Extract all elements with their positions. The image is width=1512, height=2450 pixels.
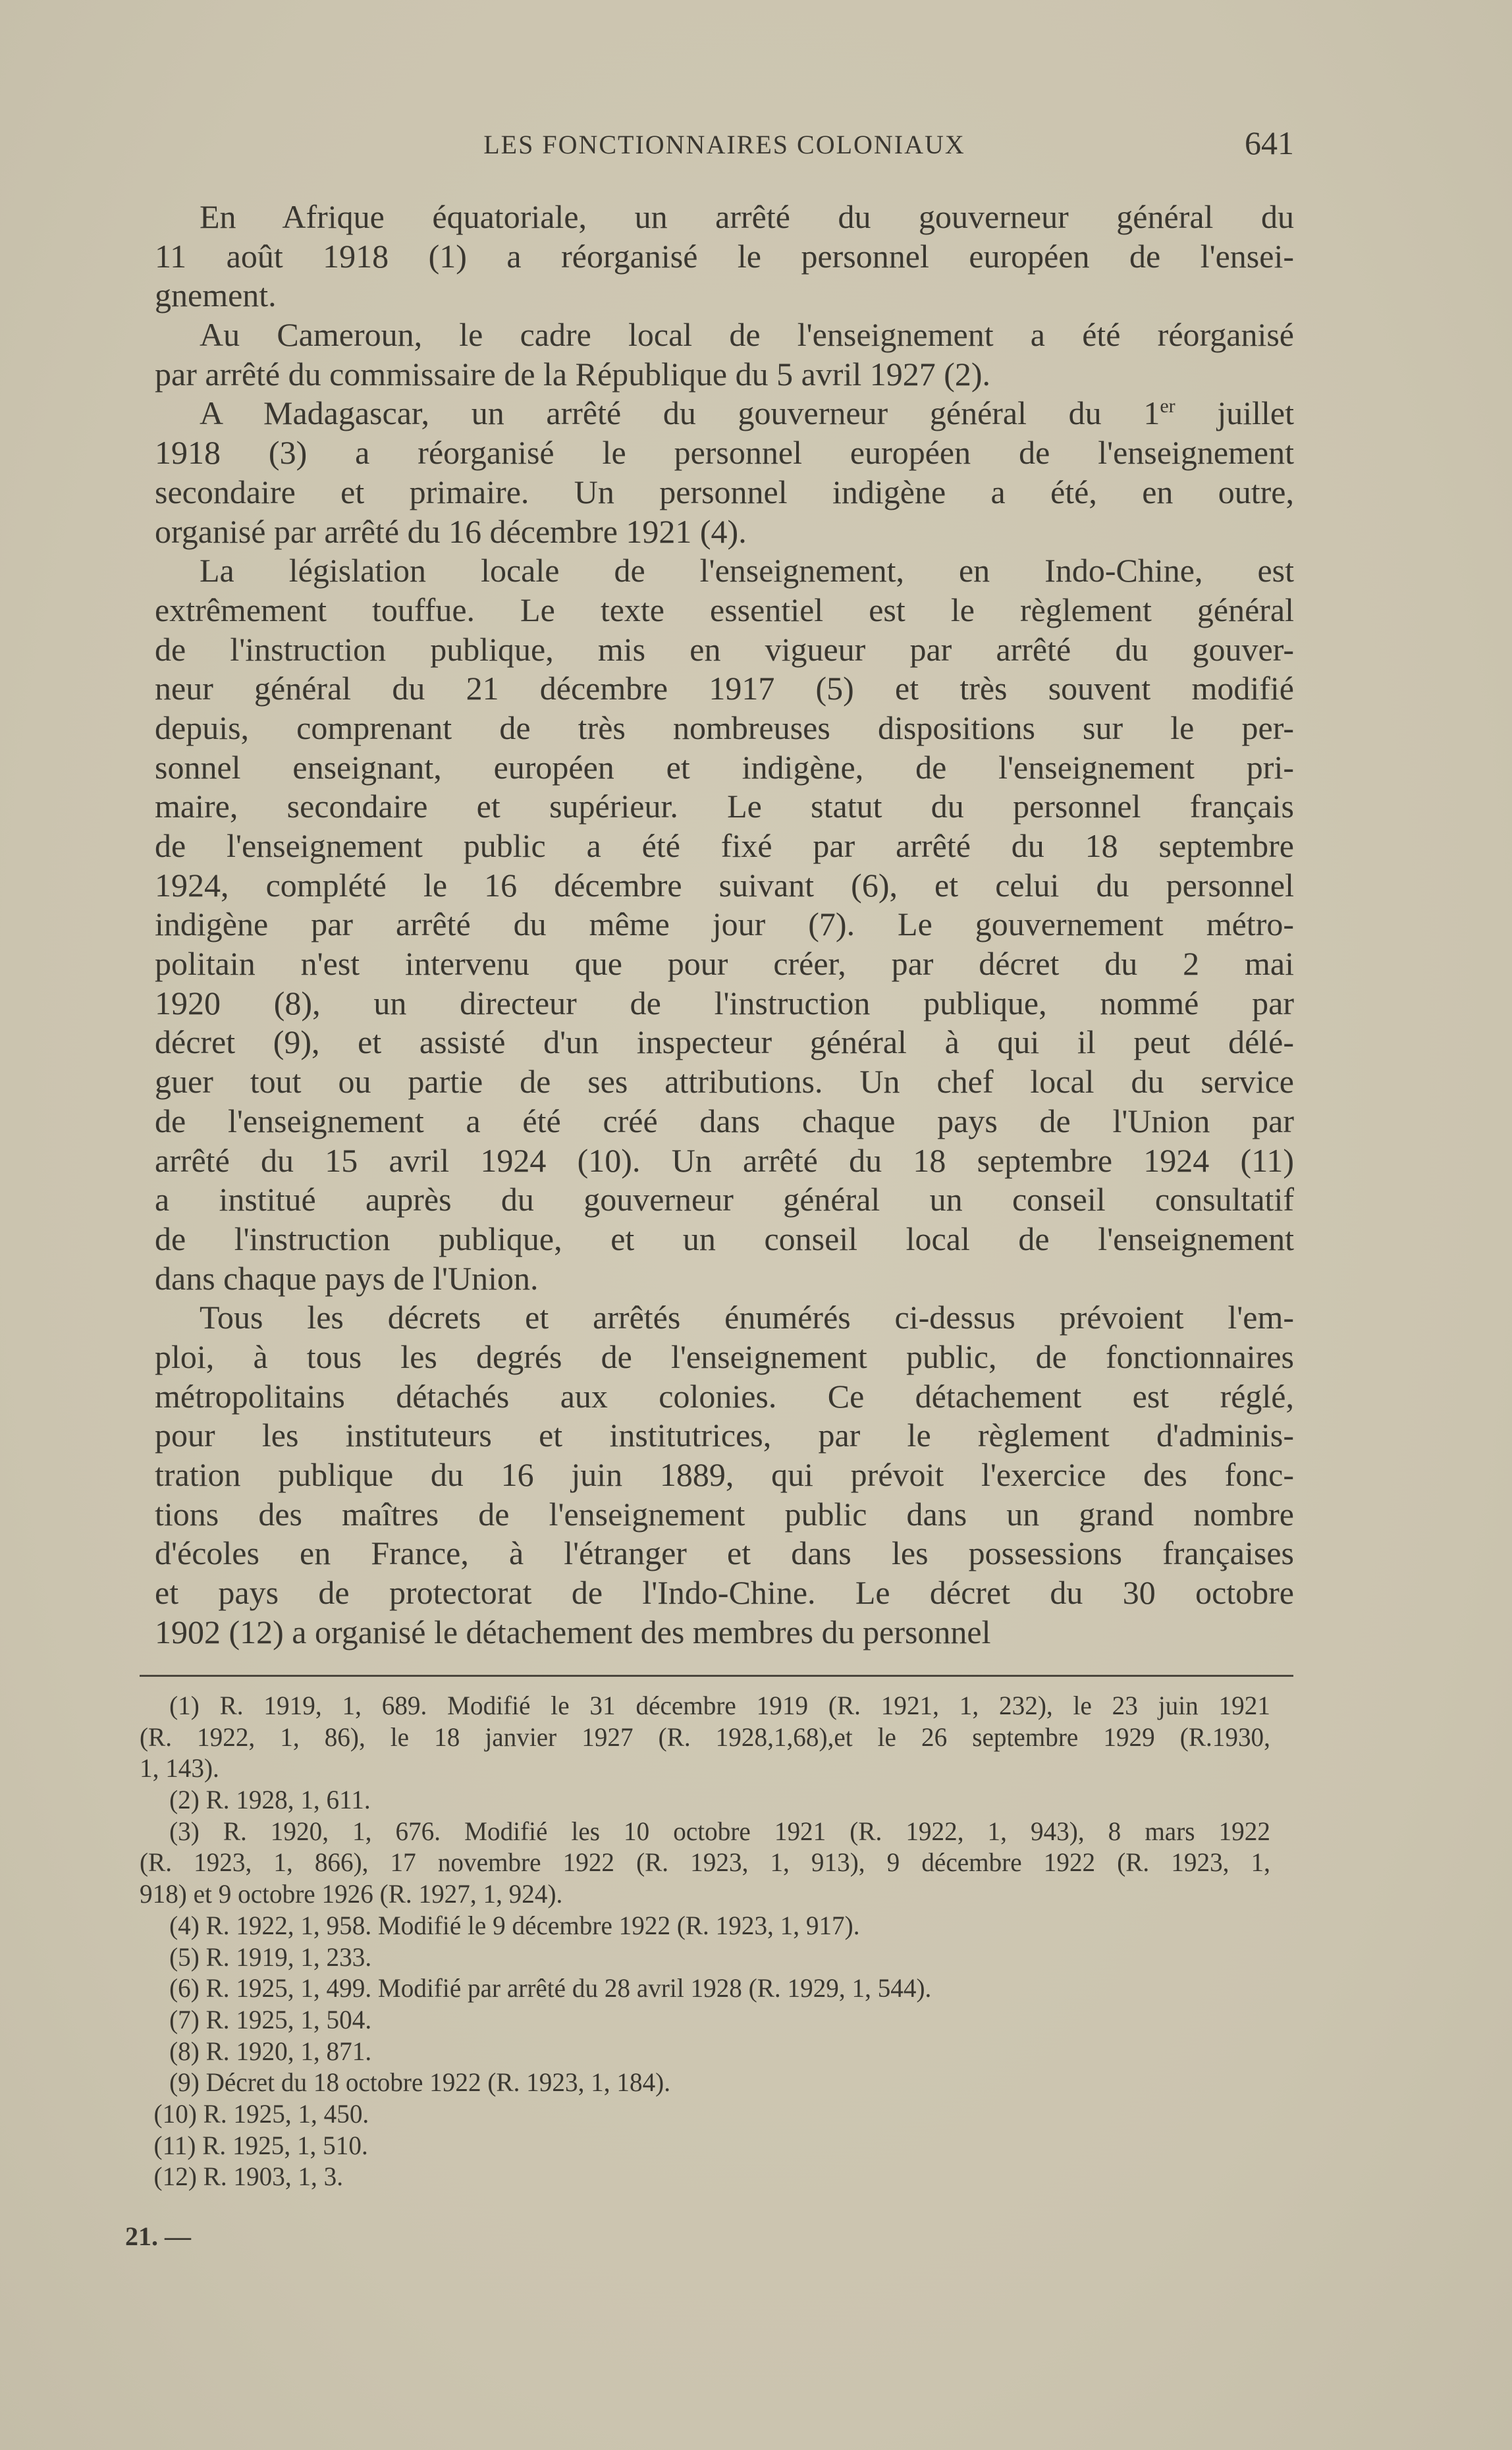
text-line: ploi, à tous les degrés de l'enseignement public, de fonctionnaires [155,1338,1294,1375]
text-line: par arrêté du commissaire de la République du 5 avril 1927 (2). [155,355,991,393]
footnote-line: (5) R. 1919, 1, 233. [169,1942,372,1972]
footnote [140,1784,1293,1816]
text-line: organisé par arrêté du 16 décembre 1921 (4). [155,512,747,550]
page-number: 641 [1245,124,1294,161]
text-line: La législation locale de l'enseignement, en Indo-Chine, est [200,552,1294,589]
footnote-line: (R. 1923, 1, 866), 17 novembre 1922 (R. 1923, 1, 913), 9 décembre 1922 (R. 1923, 1, [140,1847,1270,1878]
text-line: décret (9), et assisté d'un inspecteur général à qui il peut délé- [155,1023,1294,1061]
footnote-line: 918) et 9 octobre 1926 (R. 1927, 1, 924). [140,1879,563,1909]
paragraph [155,551,1294,1298]
paragraph [155,315,1294,394]
footnote [140,2067,1293,2098]
text-line: de l'enseignement public a été fixé par arrêté du 18 septembre [155,827,1294,864]
footnote-line: (10) R. 1925, 1, 450. [153,2098,369,2129]
footnote-line: (8) R. 1920, 1, 871. [169,2036,372,2066]
footnote [140,1942,1293,1973]
text-line: extrêmement touffue. Le texte essentiel est le règlement général [155,591,1294,628]
footnote-line: (1) R. 1919, 1, 689. Modifié le 31 décembre 1919 (R. 1921, 1, 232), le 23 juin 1921 [169,1691,1270,1720]
text-line: A Madagascar, un arrêté du gouverneur général du 1er juillet [200,395,1294,432]
footnote-line: (4) R. 1922, 1, 958. Modifié le 9 décembre 1922 (R. 1923, 1, 917). [169,1910,860,1940]
text-line: neur général du 21 décembre 1917 (5) et très souvent modifié [155,670,1294,707]
footnote-line: (2) R. 1928, 1, 611. [169,1785,371,1815]
text-line: gnement. [155,277,277,314]
footnote [140,1816,1293,1910]
text-line: Tous les décrets et arrêtés énumérés ci-dessus prévoient l'em- [200,1299,1294,1336]
footnote-line: 1, 143). [140,1753,219,1783]
text-line: et pays de protectorat de l'Indo-Chine. Le décret du 30 octobre [155,1574,1294,1612]
footnote-line: (9) Décret du 18 octobre 1922 (R. 1923, 1, 184). [169,2067,671,2098]
text-line: guer tout ou partie de ses attributions. Un chef local du service [155,1063,1294,1101]
signature-mark: 21. — [125,2221,191,2251]
text-line: a institué auprès du gouverneur général un conseil consultatif [155,1181,1294,1218]
text-line: métropolitains détachés aux colonies. Ce détachement est réglé, [155,1377,1294,1415]
footnote [140,2161,1293,2192]
footnote [140,2130,1293,2162]
text-line: pour les instituteurs et institutrices, par le règlement d'adminis- [155,1417,1294,1454]
footnote-line: (11) R. 1925, 1, 510. [153,2130,368,2160]
running-title: LES FONCTIONNAIRES COLONIAUX [483,130,965,159]
text-line: 1918 (3) a réorganisé le personnel européen de l'enseignement [155,434,1294,472]
footnote [140,1690,1293,1784]
text-line: arrêté du 15 avril 1924 (10). Un arrêté du 18 septembre 1924 (11) [155,1141,1294,1179]
footnote-line: (R. 1922, 1, 86), le 18 janvier 1927 (R. 1928,1,68),et le 26 septembre 1929 (R.1930, [140,1722,1270,1752]
footnote [140,2036,1293,2067]
footnote-divider [140,1675,1293,1677]
text-line: Au Cameroun, le cadre local de l'enseignement a été réorganisé [200,316,1294,354]
footnote-line: (6) R. 1925, 1, 499. Modifié par arrêté du 28 avril 1928 (R. 1929, 1, 544). [169,1973,932,2003]
paragraph [155,1298,1294,1652]
text-line: de l'instruction publique, mis en vigueur par arrêté du gouver- [155,630,1294,668]
page-header [155,124,1294,163]
paragraph [155,394,1294,551]
text-line: 1920 (8), un directeur de l'instruction publique, nommé par [155,984,1294,1021]
footnotes [140,1690,1293,2192]
footnote-line: (7) R. 1925, 1, 504. [169,2004,372,2034]
text-line: 1902 (12) a organisé le détachement des membres du personnel [155,1613,991,1650]
text-line: indigène par arrêté du même jour (7). Le gouvernement métro- [155,906,1294,943]
superscript: er [1160,395,1175,418]
body-text [155,198,1294,1652]
text-line: depuis, comprenant de très nombreuses dispositions sur le per- [155,709,1294,746]
footnote-line: (12) R. 1903, 1, 3. [153,2162,344,2192]
paragraph [155,198,1294,315]
text-line: En Afrique équatoriale, un arrêté du gouverneur général du [200,198,1294,235]
text-line: tration publique du 16 juin 1889, qui prévoit l'exercice des fonc- [155,1456,1294,1493]
footnote [140,2004,1293,2036]
footnote [140,1973,1293,2004]
text-line: 11 août 1918 (1) a réorganisé le personnel européen de l'ensei- [155,237,1294,275]
text-line: dans chaque pays de l'Union. [155,1259,539,1297]
text-line: sonnel enseignant, européen et indigène, de l'enseignement pri- [155,748,1294,786]
text-line: d'écoles en France, à l'étranger et dans les possessions françaises [155,1535,1294,1572]
text-line: maire, secondaire et supérieur. Le statut du personnel français [155,788,1294,825]
text-line: de l'instruction publique, et un conseil local de l'enseignement [155,1220,1294,1257]
text-line: 1924, complété le 16 décembre suivant (6), et celui du personnel [155,866,1294,904]
text-line: secondaire et primaire. Un personnel indigène a été, en outre, [155,473,1294,510]
text-line: politain n'est intervenu que pour créer, par décret du 2 mai [155,945,1294,983]
footnote [140,2098,1293,2130]
footnote-line: (3) R. 1920, 1, 676. Modifié les 10 octobre 1921 (R. 1922, 1, 943), 8 mars 1922 [169,1816,1270,1846]
text-line: de l'enseignement a été créé dans chaque pays de l'Union par [155,1102,1294,1139]
text-line: tions des maîtres de l'enseignement public dans un grand nombre [155,1495,1294,1533]
footnote [140,1910,1293,1942]
